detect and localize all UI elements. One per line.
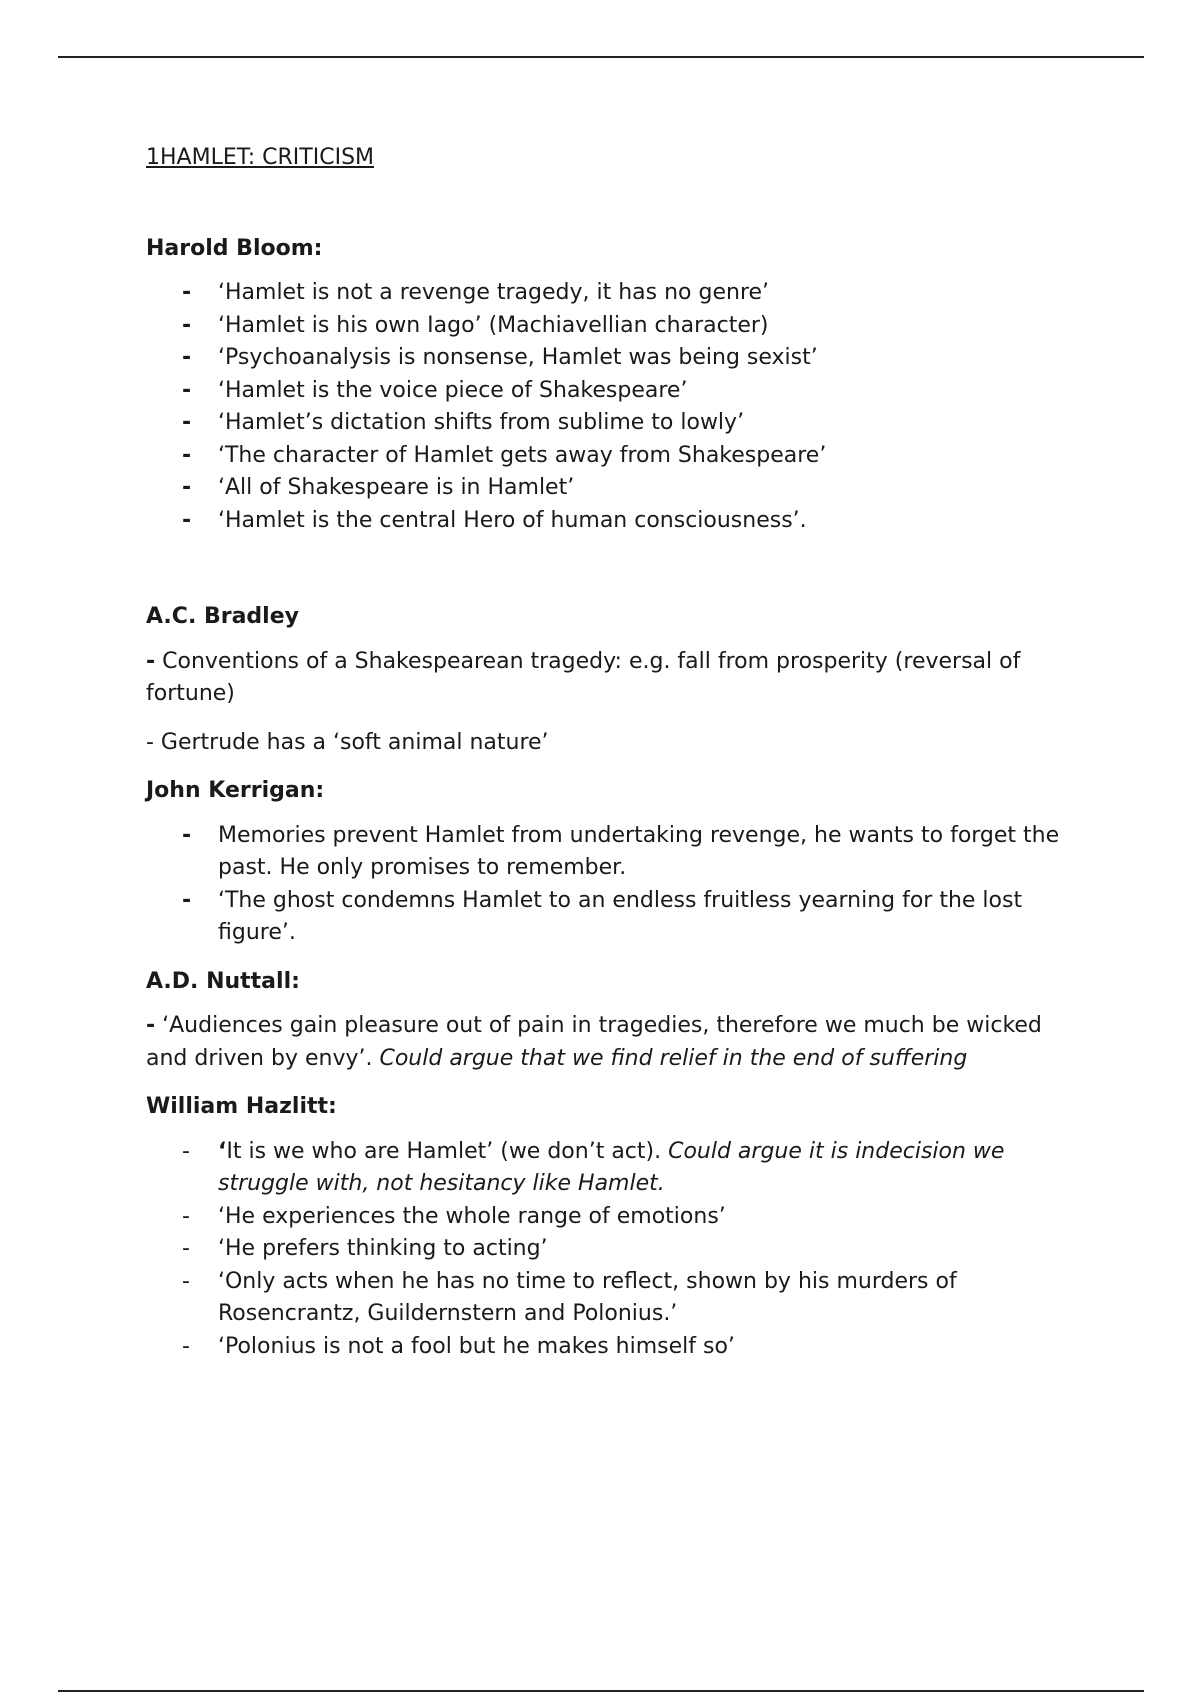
list-item: - ‘Hamlet is not a revenge tragedy, it has no genre’ xyxy=(146,277,1086,310)
dash-bullet: - xyxy=(182,1138,190,1164)
nuttall-paragraph: - ‘Audiences gain pleasure out of pain in tragedies, therefore we much be wicked and driven by envy’. Could argue that we find relief in the end of suffering xyxy=(146,1013,1042,1071)
top-rule xyxy=(58,56,1144,58)
list-item: - ‘Polonius is not a fool but he makes himself so’ xyxy=(146,1331,1086,1364)
dash-bullet: - xyxy=(182,280,192,305)
page-title: 1HAMLET: CRITICISM xyxy=(146,145,375,170)
dash-bullet: - xyxy=(182,822,192,848)
dash-bullet: - xyxy=(182,1236,190,1261)
bradley-paragraph-conventions: - Conventions of a Shakespearean tragedy: e.g. fall from prosperity (reversal of fortune) xyxy=(146,648,1021,706)
list-item: - ‘The ghost condemns Hamlet to an endless fruitless yearning for the lost figure’. xyxy=(146,885,1086,950)
bloom-quote-list xyxy=(146,277,1086,537)
section-heading-william-hazlitt: William Hazlitt: xyxy=(146,1094,337,1119)
list-item: - ‘It is we who are Hamlet’ (we don’t act). Could argue it is indecision we struggle with, not hesitancy like Hamlet. xyxy=(146,1136,1086,1201)
nuttall-comment: Could argue that we find relief in the end of suffering xyxy=(379,1045,968,1071)
bradley-paragraph-gertrude: - Gertrude has a ‘soft animal nature’ xyxy=(146,729,549,755)
document-body xyxy=(146,142,1086,1363)
list-item: - ‘All of Shakespeare is in Hamlet’ xyxy=(146,472,1086,505)
bottom-rule xyxy=(58,1690,1144,1692)
dash-bullet: - xyxy=(182,1268,190,1294)
list-item: - ‘Hamlet is his own Iago’ (Machiavellian character) xyxy=(146,310,1086,343)
dash-bullet: - xyxy=(182,887,192,913)
list-item: - ‘The character of Hamlet gets away from Shakespeare’ xyxy=(146,440,1086,473)
list-item: - ‘Hamlet is the voice piece of Shakespeare’ xyxy=(146,375,1086,408)
dash-bullet: - xyxy=(182,1203,190,1229)
section-heading-ac-bradley: A.C. Bradley xyxy=(146,604,299,629)
dash-bullet: - xyxy=(182,475,192,500)
dash-bullet: - xyxy=(146,1013,156,1038)
dash-bullet: - xyxy=(182,312,192,338)
dash-bullet: - xyxy=(182,410,192,435)
hazlitt-comment: Could argue it is indecision we struggle with, not hesitancy like Hamlet. xyxy=(218,1138,1005,1196)
dash-bullet: - xyxy=(146,648,156,674)
dash-bullet: - xyxy=(182,442,192,468)
section-heading-john-kerrigan: John Kerrigan: xyxy=(146,778,325,803)
list-item: - ‘Psychoanalysis is nonsense, Hamlet was being sexist’ xyxy=(146,342,1086,375)
kerrigan-quote-list xyxy=(146,820,1086,950)
list-item: - Memories prevent Hamlet from undertaking revenge, he wants to forget the past. He only promises to remember. xyxy=(146,820,1086,885)
dash-bullet: - xyxy=(182,345,192,370)
hazlitt-quote-list xyxy=(146,1136,1086,1364)
section-heading-ad-nuttall: A.D. Nuttall: xyxy=(146,968,300,994)
dash-bullet: - xyxy=(182,377,192,403)
dash-bullet: - xyxy=(182,1333,190,1359)
dash-bullet: - xyxy=(182,507,192,533)
section-heading-harold-bloom: Harold Bloom: xyxy=(146,235,323,261)
list-item: - ‘Only acts when he has no time to reflect, shown by his murders of Rosencrantz, Guildernstern and Polonius.’ xyxy=(146,1266,1086,1331)
list-item: - ‘He prefers thinking to acting’ xyxy=(146,1233,1086,1266)
list-item: - ‘Hamlet is the central Hero of human consciousness’. xyxy=(146,505,1086,538)
list-item: - ‘He experiences the whole range of emotions’ xyxy=(146,1201,1086,1234)
list-item: - ‘Hamlet’s dictation shifts from sublime to lowly’ xyxy=(146,407,1086,440)
